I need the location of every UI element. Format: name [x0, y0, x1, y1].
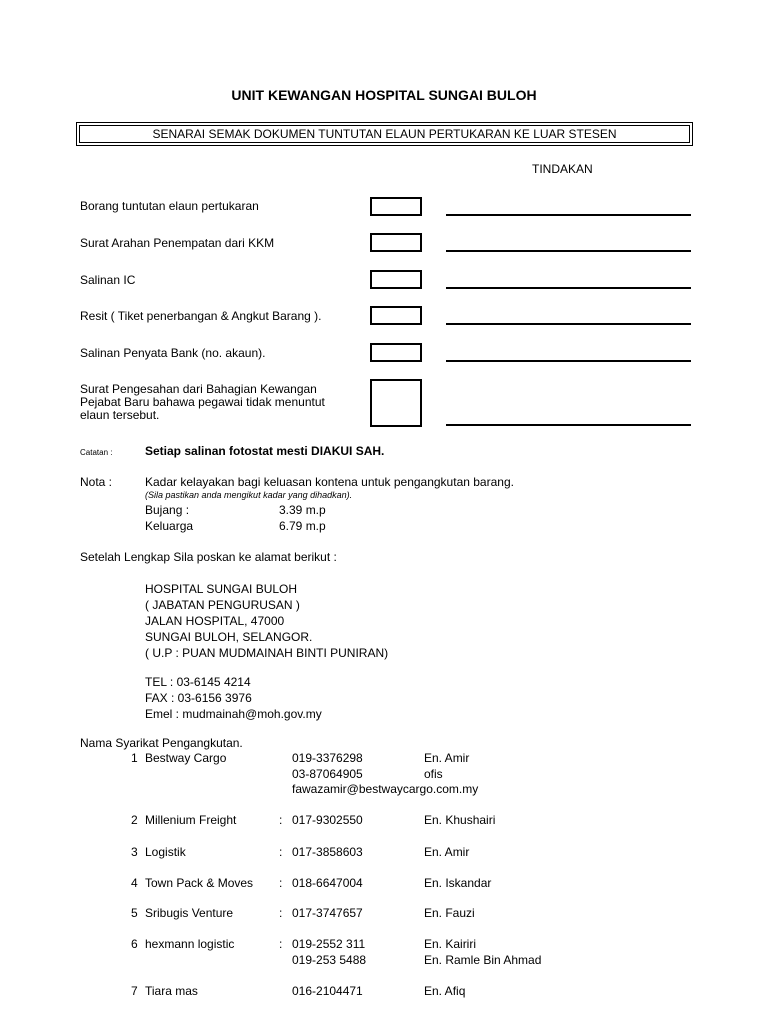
company-person: En. Amir	[424, 845, 470, 859]
company-person: En. Kairiri	[424, 937, 477, 951]
tindakan-header: TINDAKAN	[532, 162, 593, 176]
company-no: 7	[131, 984, 138, 998]
address-line: HOSPITAL SUNGAI BULOH	[145, 582, 298, 596]
company-person: En. Amir	[424, 751, 470, 765]
tindakan-line	[446, 250, 691, 252]
company-email: fawazamir@bestwaycargo.com.my	[292, 782, 479, 796]
company-sep: :	[279, 845, 283, 859]
subtitle-box	[76, 122, 693, 146]
company-sep: :	[279, 876, 283, 890]
company-phone: 017-9302550	[292, 813, 363, 827]
company-sep: :	[279, 937, 283, 951]
checklist-item-label: Surat Pengesahan dari Bahagian Kewangan Pejabat Baru bahawa pegawai tidak menuntut elaun tersebut.	[80, 382, 325, 422]
checklist-item-label: Resit ( Tiket penerbangan & Angkut Barang ).	[80, 309, 322, 323]
company-no: 1	[131, 751, 138, 765]
company-name: Tiara mas	[145, 984, 198, 998]
checklist-checkbox[interactable]	[370, 197, 422, 216]
company-phone: 03-87064905	[292, 767, 363, 781]
address-line: SUNGAI BULOH, SELANGOR.	[145, 630, 313, 644]
company-phone: 017-3747657	[292, 906, 363, 920]
checklist-item-label: Borang tuntutan elaun pertukaran	[80, 199, 259, 213]
company-phone: 019-2552 311	[292, 937, 366, 951]
checklist-item-label: Surat Arahan Penempatan dari KKM	[80, 236, 275, 250]
company-no: 4	[131, 876, 138, 890]
company-person: En. Fauzi	[424, 906, 475, 920]
company-person: En. Afiq	[424, 984, 466, 998]
catatan-text: Setiap salinan fotostat mesti DIAKUI SAH.	[145, 444, 385, 458]
company-no: 3	[131, 845, 138, 859]
company-no: 6	[131, 937, 138, 951]
tindakan-line	[446, 323, 691, 325]
tel: TEL : 03-6145 4214	[145, 675, 251, 689]
rate-name: Bujang :	[145, 503, 190, 517]
post-instruction: Setelah Lengkap Sila poskan ke alamat berikut :	[80, 550, 337, 564]
company-name: Logistik	[145, 845, 186, 859]
company-no: 2	[131, 813, 138, 827]
catatan-label: Catatan :	[80, 448, 113, 457]
company-phone: 017-3858603	[292, 845, 363, 859]
checklist-checkbox[interactable]	[370, 379, 422, 427]
company-sep: :	[279, 813, 283, 827]
subtitle: SENARAI SEMAK DOKUMEN TUNTUTAN ELAUN PERTUKARAN KE LUAR STESEN	[79, 125, 690, 143]
rate-name: Keluarga	[145, 519, 194, 533]
nota-note: (Sila pastikan anda mengikut kadar yang dihadkan).	[145, 490, 353, 500]
company-phone: 019-3376298	[292, 751, 363, 765]
company-phone: 016-2104471	[292, 984, 363, 998]
tindakan-line	[446, 360, 691, 362]
company-person: ofis	[424, 767, 443, 781]
tindakan-line	[446, 287, 691, 289]
company-person: En. Khushairi	[424, 813, 496, 827]
company-name: Bestway Cargo	[145, 751, 227, 765]
address-line: JALAN HOSPITAL, 47000	[145, 614, 285, 628]
company-sep: :	[279, 906, 283, 920]
company-name: Millenium Freight	[145, 813, 237, 827]
address-line: ( JABATAN PENGURUSAN )	[145, 598, 300, 612]
address-line: ( U.P : PUAN MUDMAINAH BINTI PUNIRAN)	[145, 646, 389, 660]
tindakan-line	[446, 214, 691, 216]
address-block	[145, 581, 388, 661]
rate-value: 3.39 m.p	[279, 503, 326, 517]
checklist-checkbox[interactable]	[370, 270, 422, 289]
page-title: UNIT KEWANGAN HOSPITAL SUNGAI BULOH	[231, 87, 537, 103]
company-phone: 019-253 5488	[292, 953, 367, 967]
checklist-checkbox[interactable]	[370, 343, 422, 362]
fax: FAX : 03-6156 3976	[145, 691, 252, 705]
company-name: Town Pack & Moves	[145, 876, 254, 890]
nota-text: Kadar kelayakan bagi keluasan kontena untuk pengangkutan barang.	[145, 475, 514, 489]
checklist-checkbox[interactable]	[370, 233, 422, 252]
company-name: hexmann logistic	[145, 937, 235, 951]
contact-block	[145, 674, 322, 722]
checklist-item-label: Salinan Penyata Bank (no. akaun).	[80, 346, 266, 360]
email: Emel : mudmainah@moh.gov.my	[145, 707, 322, 721]
company-phone: 018-6647004	[292, 876, 363, 890]
tindakan-line	[446, 424, 691, 426]
rate-value: 6.79 m.p	[279, 519, 326, 533]
checklist-checkbox[interactable]	[370, 306, 422, 325]
companies-heading: Nama Syarikat Pengangkutan.	[80, 736, 243, 750]
company-name: Sribugis Venture	[145, 906, 234, 920]
nota-label: Nota :	[80, 475, 113, 489]
company-no: 5	[131, 906, 138, 920]
checklist-item-label: Salinan IC	[80, 273, 136, 287]
company-person: En. Iskandar	[424, 876, 492, 890]
company-person: En. Ramle Bin Ahmad	[424, 953, 542, 967]
